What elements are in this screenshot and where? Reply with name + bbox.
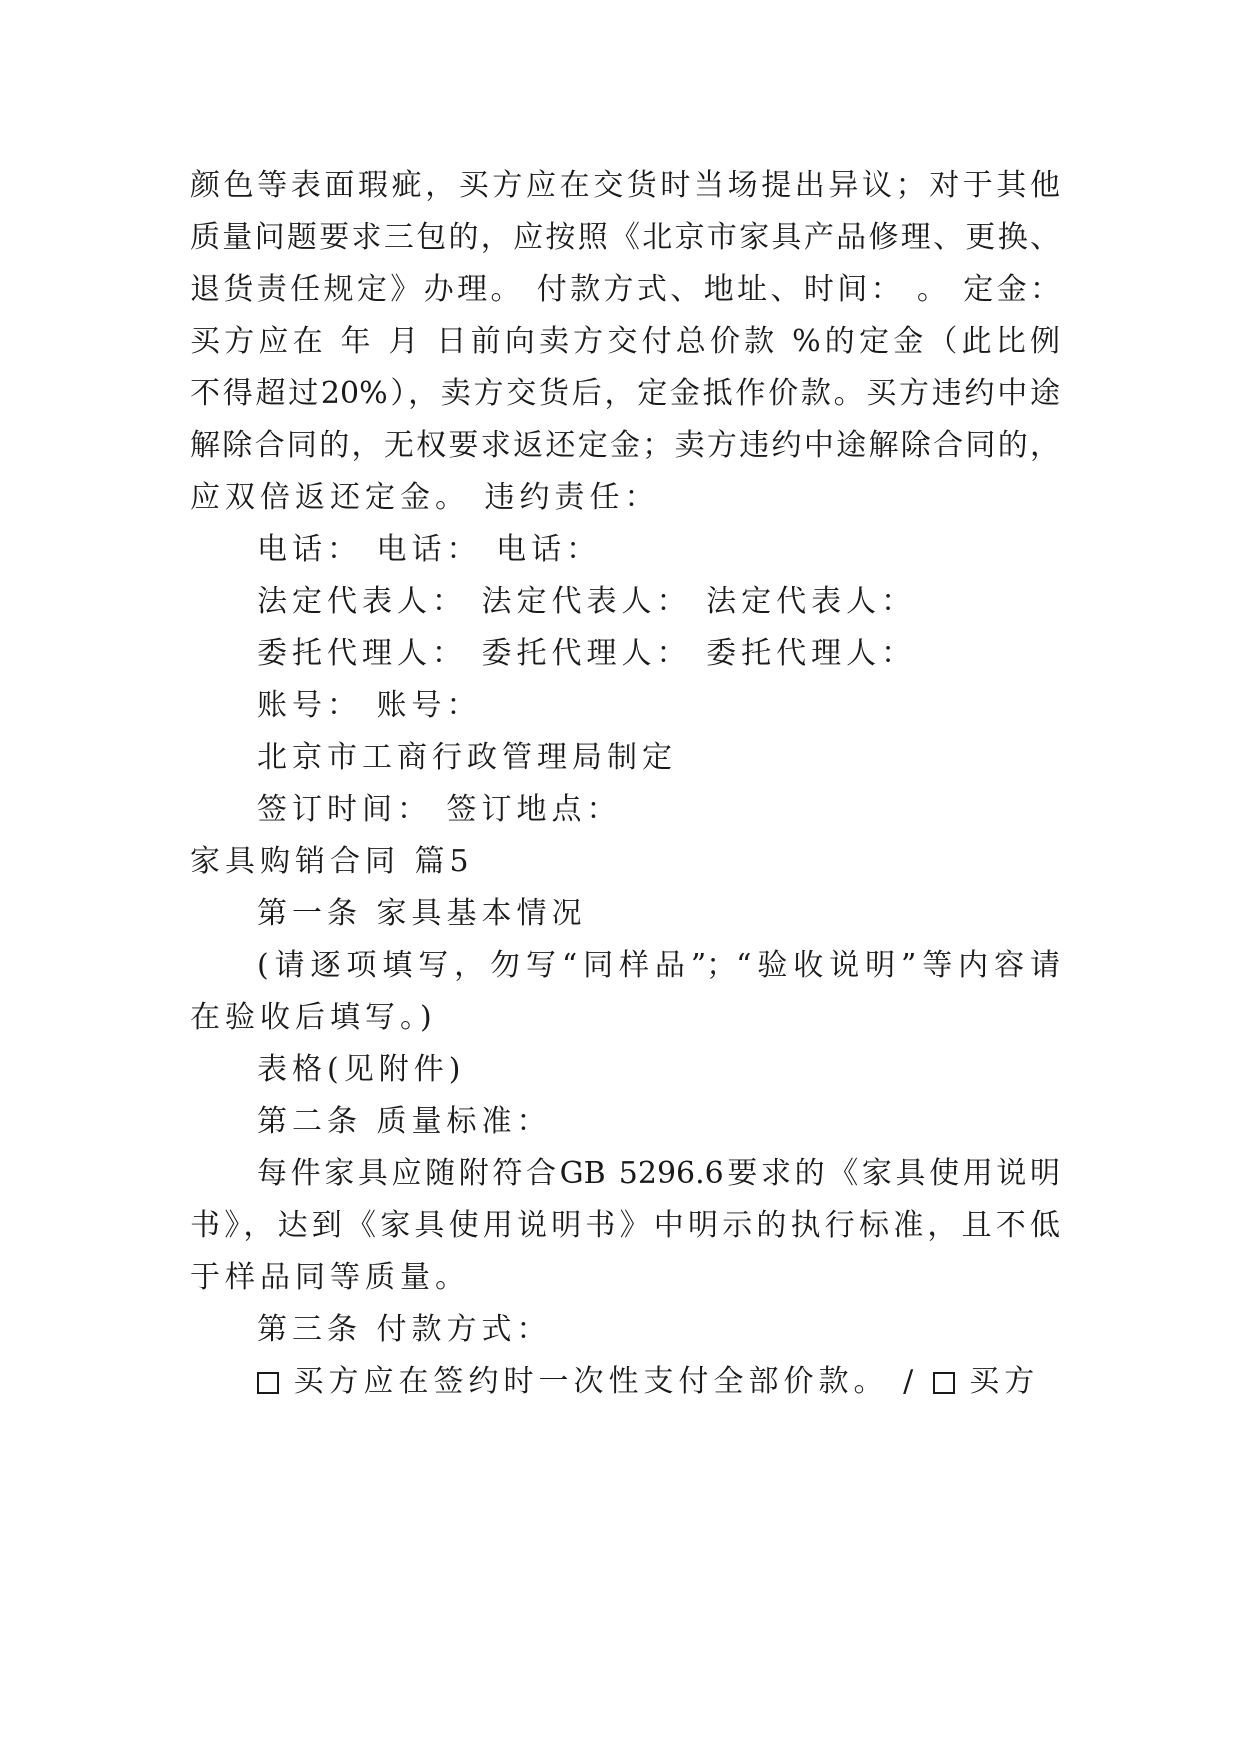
body-text-line: 买方应在 年 月 日前向卖方交付总价款 %的定金（此比例 xyxy=(190,324,1060,359)
body-text-line: 质量问题要求三包的，应按照《北京市家具产品修理、更换、 xyxy=(190,220,1060,255)
body-text-line: 在验收后填写。) xyxy=(190,1000,437,1035)
section-heading: 家具购销合同 篇5 xyxy=(190,844,474,879)
checkbox-icon[interactable] xyxy=(933,1372,955,1394)
signature-phone-line: 电话： 电话： 电话： xyxy=(257,532,602,567)
signature-agent-line: 委托代理人： 委托代理人： 委托代理人： xyxy=(257,636,917,671)
article-heading: 第一条 家具基本情况 xyxy=(257,896,587,931)
sign-time-place-line: 签订时间： 签订地点： xyxy=(257,792,622,827)
article-heading: 第二条 质量标准： xyxy=(257,1104,552,1139)
checkbox-icon[interactable] xyxy=(257,1372,279,1394)
body-text-line: 退货责任规定》办理。 付款方式、地址、时间： 。 定金： xyxy=(190,272,1060,307)
body-text-line: 书》，达到《家具使用说明书》中明示的执行标准，且不低 xyxy=(190,1208,1060,1243)
body-text-line: (请逐项填写，勿写“同样品”；“验收说明”等内容请 xyxy=(257,948,1060,983)
article-heading: 第三条 付款方式： xyxy=(257,1312,552,1347)
body-text-line: 颜色等表面瑕疵，买方应在交货时当场提出异议；对于其他 xyxy=(190,168,1060,203)
issuer-line: 北京市工商行政管理局制定 xyxy=(257,740,677,775)
payment-option-text: 买方 xyxy=(969,1364,1040,1399)
body-text-line: 于样品同等质量。 xyxy=(190,1260,470,1295)
payment-option-text: 买方应在签约时一次性支付全部价款。 / xyxy=(293,1364,933,1399)
body-text-line: 每件家具应随附符合GB 5296.6要求的《家具使用说明 xyxy=(257,1156,1060,1191)
body-text-line: 解除合同的，无权要求返还定金；卖方违约中途解除合同的， xyxy=(190,428,1060,463)
body-text-line: 表格(见附件) xyxy=(257,1052,466,1087)
payment-option-line xyxy=(257,1362,1039,1402)
body-text-line: 不得超过20%），卖方交货后，定金抵作价款。买方违约中途 xyxy=(190,376,1060,411)
signature-account-line: 账号： 账号： xyxy=(257,688,482,723)
signature-legal-rep-line: 法定代表人： 法定代表人： 法定代表人： xyxy=(257,584,917,619)
body-text-line: 应双倍返还定金。 违约责任： xyxy=(190,480,660,515)
